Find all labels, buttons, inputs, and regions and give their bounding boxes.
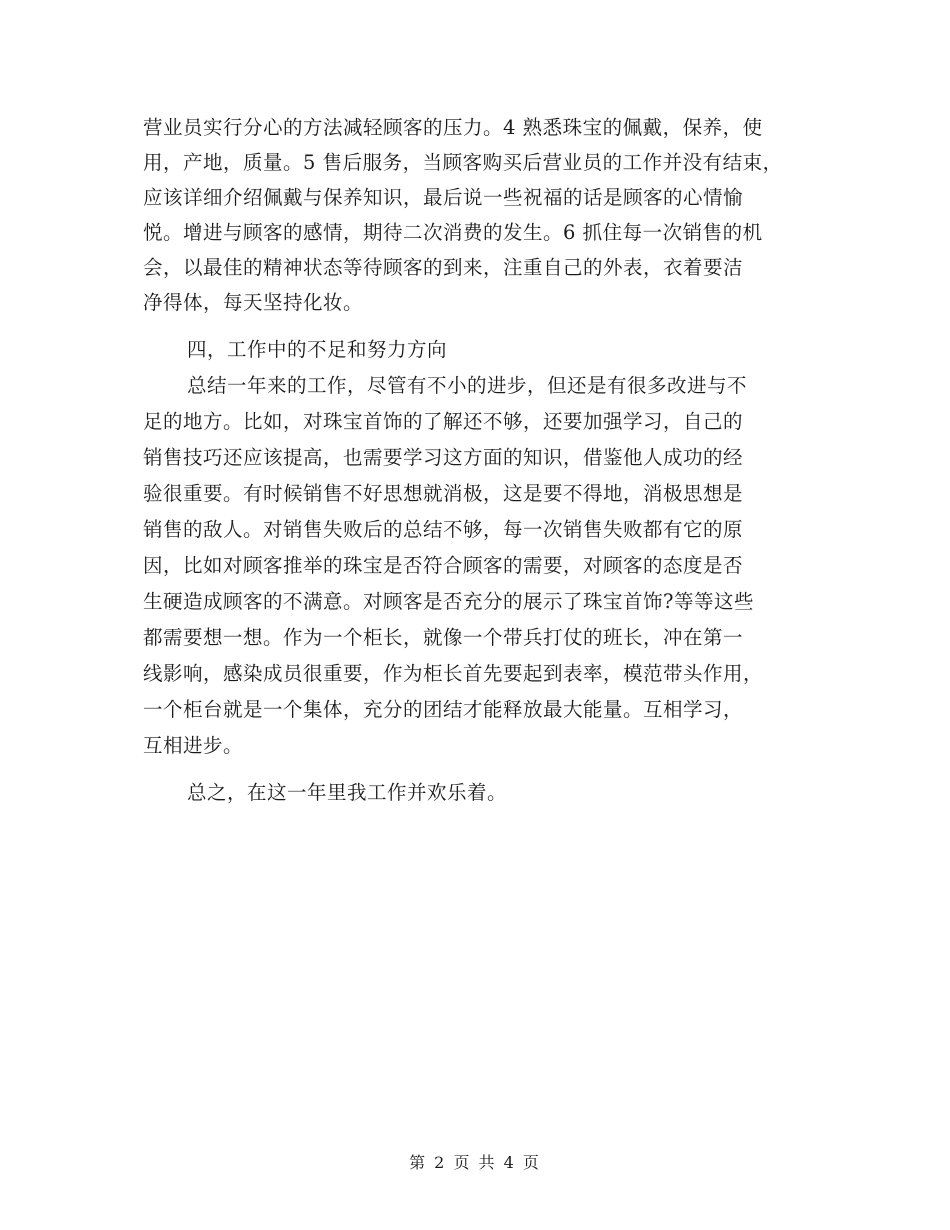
closing-paragraph: 总之，在这一年里我工作并欢乐着。	[187, 781, 508, 804]
body-text-line: 线影响，感染成员很重要，作为柜长首先要起到表率，模范带头作用，	[143, 662, 764, 685]
body-text-line: 验很重要。有时候销售不好思想就消极，这是要不得地，消极思想是	[143, 482, 744, 505]
body-text-line: 营业员实行分心的方法减轻顾客的压力。4 熟悉珠宝的佩戴，保养，使	[143, 116, 763, 139]
body-text-line: 净得体，每天坚持化妆。	[143, 291, 364, 314]
page-number-footer: 第 2 页 共 4 页	[409, 1153, 541, 1172]
body-text-line: 因，比如对顾客推举的珠宝是否符合顾客的需要，对顾客的态度是否	[143, 554, 744, 577]
body-text-line: 会，以最佳的精神状态等待顾客的到来，注重自己的外表，衣着要洁	[143, 256, 744, 279]
body-text-line: 应该详细介绍佩戴与保养知识，最后说一些祝福的话是顾客的心情愉	[143, 186, 744, 209]
body-text-line: 总结一年来的工作，尽管有不小的进步，但还是有很多改进与不	[187, 374, 748, 397]
body-text-line: 一个柜台就是一个集体，充分的团结才能释放最大能量。互相学习，	[143, 698, 744, 721]
body-text-line: 互相进步。	[143, 734, 244, 757]
body-text-line: 悦。增进与顾客的感情，期待二次消费的发生。6 抓住每一次销售的机	[143, 221, 763, 244]
body-text-line: 销售的敌人。对销售失败后的总结不够，每一次销售失败都有它的原	[143, 518, 744, 541]
body-text-line: 销售技巧还应该提高，也需要学习这方面的知识，借鉴他人成功的经	[143, 446, 744, 469]
body-text-line: 都需要想一想。作为一个柜长，就像一个带兵打仗的班长，冲在第一	[143, 626, 744, 649]
body-text-line: 足的地方。比如，对珠宝首饰的了解还不够，还要加强学习，自己的	[143, 410, 744, 433]
body-text-line: 用，产地，质量。5 售后服务，当顾客购买后营业员的工作并没有结束，	[143, 151, 783, 174]
section-heading: 四，工作中的不足和努力方向	[187, 338, 448, 361]
body-text-line: 生硬造成顾客的不满意。对顾客是否充分的展示了珠宝首饰?等等这些	[143, 590, 754, 613]
